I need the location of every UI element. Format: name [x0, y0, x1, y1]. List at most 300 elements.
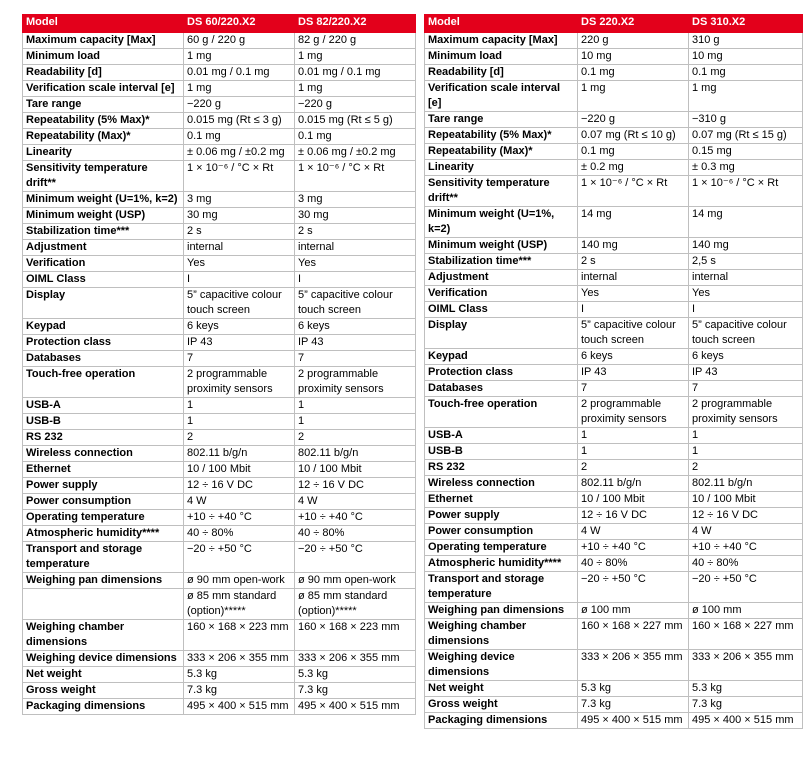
spec-value: −220 g [295, 97, 416, 113]
spec-value: 2 programmable proximity sensors [295, 367, 416, 398]
spec-label: Linearity [425, 160, 578, 176]
spec-value: 1 [689, 444, 803, 460]
spec-label: OIML Class [425, 302, 578, 318]
spec-value: 495 × 400 × 515 mm [295, 699, 416, 715]
spec-value: 1 mg [578, 81, 689, 112]
spec-label: Ethernet [23, 462, 184, 478]
spec-label: USB-A [23, 398, 184, 414]
spec-label [23, 589, 184, 620]
table-row [425, 476, 803, 492]
spec-value: 2,5 s [689, 254, 803, 270]
spec-label: Sensitivity temperature drift** [23, 161, 184, 192]
spec-value: 30 mg [184, 208, 295, 224]
spec-value: 12 ÷ 16 V DC [295, 478, 416, 494]
spec-label: OIML Class [23, 272, 184, 288]
table-row [425, 650, 803, 681]
spec-label: Weighing chamber dimensions [23, 620, 184, 651]
table-row [425, 128, 803, 144]
spec-label: Power consumption [425, 524, 578, 540]
table-row [425, 349, 803, 365]
table-row [425, 460, 803, 476]
spec-value: 2 [295, 430, 416, 446]
spec-value: 0.1 mg [295, 129, 416, 145]
spec-label: Weighing device dimensions [425, 650, 578, 681]
spec-value: 310 g [689, 33, 803, 49]
spec-label: Net weight [425, 681, 578, 697]
spec-label: Tare range [23, 97, 184, 113]
spec-value: 1 mg [184, 81, 295, 97]
table-row [425, 302, 803, 318]
spec-value: 6 keys [295, 319, 416, 335]
spec-value: 140 mg [689, 238, 803, 254]
spec-value: 333 × 206 × 355 mm [689, 650, 803, 681]
spec-value: 14 mg [578, 207, 689, 238]
spec-value: 12 ÷ 16 V DC [689, 508, 803, 524]
table-row [425, 444, 803, 460]
spec-label: Net weight [23, 667, 184, 683]
spec-value: 5” capacitive colour touch screen [578, 318, 689, 349]
spec-label: Databases [23, 351, 184, 367]
spec-label: Readability [d] [23, 65, 184, 81]
spec-value: 495 × 400 × 515 mm [689, 713, 803, 729]
table-row [23, 97, 416, 113]
spec-value: 3 mg [184, 192, 295, 208]
spec-label: Minimum weight (U=1%, k=2) [425, 207, 578, 238]
spec-value: 5.3 kg [184, 667, 295, 683]
spec-value: ø 85 mm standard (option)***** [184, 589, 295, 620]
spec-label: Repeatability (Max)* [23, 129, 184, 145]
spec-label: Ethernet [425, 492, 578, 508]
spec-value: 7 [689, 381, 803, 397]
spec-label: Wireless connection [425, 476, 578, 492]
header-model-1: DS 60/220.X2 [184, 15, 295, 33]
spec-label: Power supply [23, 478, 184, 494]
spec-value: 333 × 206 × 355 mm [578, 650, 689, 681]
spec-label: Touch-free operation [425, 397, 578, 428]
spec-label: Packaging dimensions [425, 713, 578, 729]
table-row [425, 81, 803, 112]
spec-label: Transport and storage temperature [425, 572, 578, 603]
spec-label: Maximum capacity [Max] [23, 33, 184, 49]
spec-value: 40 ÷ 80% [689, 556, 803, 572]
spec-label: Adjustment [23, 240, 184, 256]
table-row [425, 492, 803, 508]
spec-value: 1 [578, 444, 689, 460]
spec-value: 7.3 kg [578, 697, 689, 713]
spec-value: 1 × 10⁻⁶ / °C × Rt [689, 176, 803, 207]
table-row [425, 603, 803, 619]
spec-value: 802.11 b/g/n [578, 476, 689, 492]
spec-label: Stabilization time*** [23, 224, 184, 240]
spec-label: Packaging dimensions [23, 699, 184, 715]
table-row [23, 683, 416, 699]
spec-label: Keypad [23, 319, 184, 335]
spec-table-left [22, 14, 416, 715]
table-row [23, 494, 416, 510]
spec-value: −310 g [689, 112, 803, 128]
spec-label: Weighing pan dimensions [23, 573, 184, 589]
spec-label: Adjustment [425, 270, 578, 286]
table-row [425, 681, 803, 697]
spec-value: 30 mg [295, 208, 416, 224]
spec-value: 6 keys [689, 349, 803, 365]
spec-value: 40 ÷ 80% [184, 526, 295, 542]
spec-value: 0.07 mg (Rt ≤ 15 g) [689, 128, 803, 144]
spec-value: +10 ÷ +40 °C [578, 540, 689, 556]
spec-value: 10 mg [689, 49, 803, 65]
table-row [23, 667, 416, 683]
spec-value: 802.11 b/g/n [184, 446, 295, 462]
spec-value: 495 × 400 × 515 mm [578, 713, 689, 729]
spec-value: 1 [578, 428, 689, 444]
spec-value: −20 ÷ +50 °C [184, 542, 295, 573]
table-row [425, 270, 803, 286]
spec-table-right [424, 14, 803, 729]
header-model-2: DS 310.X2 [689, 15, 803, 33]
spec-label: Linearity [23, 145, 184, 161]
spec-label: Weighing device dimensions [23, 651, 184, 667]
table-row [425, 33, 803, 49]
spec-value: 0.01 mg / 0.1 mg [295, 65, 416, 81]
table-row [23, 414, 416, 430]
spec-value: ± 0.06 mg / ±0.2 mg [295, 145, 416, 161]
spec-value: 4 W [578, 524, 689, 540]
table-row [425, 176, 803, 207]
spec-value: 2 programmable proximity sensors [689, 397, 803, 428]
spec-value: 140 mg [578, 238, 689, 254]
spec-value: 6 keys [184, 319, 295, 335]
spec-label: Display [23, 288, 184, 319]
spec-value: 0.015 mg (Rt ≤ 3 g) [184, 113, 295, 129]
header-model-1: DS 220.X2 [578, 15, 689, 33]
spec-value: 4 W [689, 524, 803, 540]
spec-value: 7.3 kg [689, 697, 803, 713]
spec-value: 0.15 mg [689, 144, 803, 160]
table-row [23, 33, 416, 49]
spec-value: 160 × 168 × 223 mm [295, 620, 416, 651]
table-row [425, 540, 803, 556]
spec-value: 495 × 400 × 515 mm [184, 699, 295, 715]
table-row [425, 49, 803, 65]
table-header-row [23, 15, 416, 33]
table-row [23, 462, 416, 478]
table-row [425, 238, 803, 254]
spec-value: 2 [184, 430, 295, 446]
spec-value: 0.1 mg [578, 144, 689, 160]
table-row [23, 526, 416, 542]
spec-label: Readability [d] [425, 65, 578, 81]
table-row [23, 256, 416, 272]
spec-value: 333 × 206 × 355 mm [295, 651, 416, 667]
spec-value: 1 mg [689, 81, 803, 112]
table-row [23, 367, 416, 398]
table-row [23, 651, 416, 667]
spec-value: 10 / 100 Mbit [184, 462, 295, 478]
spec-label: Keypad [425, 349, 578, 365]
table-row [23, 699, 416, 715]
spec-label: Verification scale interval [e] [23, 81, 184, 97]
table-row [425, 619, 803, 650]
spec-value: 0.1 mg [184, 129, 295, 145]
spec-value: 1 mg [295, 81, 416, 97]
table-row [23, 49, 416, 65]
spec-value: ± 0.2 mg [578, 160, 689, 176]
spec-value: 1 × 10⁻⁶ / °C × Rt [184, 161, 295, 192]
spec-value: −220 g [184, 97, 295, 113]
spec-value: 1 [184, 398, 295, 414]
spec-label: Operating temperature [23, 510, 184, 526]
table-row [425, 207, 803, 238]
table-row [425, 318, 803, 349]
spec-label: Repeatability (5% Max)* [23, 113, 184, 129]
spec-value: ø 85 mm standard (option)***** [295, 589, 416, 620]
spec-value: 5.3 kg [295, 667, 416, 683]
spec-value: 160 × 168 × 227 mm [689, 619, 803, 650]
spec-label: USB-A [425, 428, 578, 444]
spec-value: internal [295, 240, 416, 256]
spec-label: Repeatability (5% Max)* [425, 128, 578, 144]
table-row [425, 397, 803, 428]
spec-value: 4 W [295, 494, 416, 510]
spec-value: +10 ÷ +40 °C [689, 540, 803, 556]
spec-value: 10 mg [578, 49, 689, 65]
spec-value: internal [689, 270, 803, 286]
spec-value: Yes [578, 286, 689, 302]
spec-value: +10 ÷ +40 °C [184, 510, 295, 526]
table-row [23, 129, 416, 145]
spec-value: 0.1 mg [689, 65, 803, 81]
spec-value: 3 mg [295, 192, 416, 208]
spec-value: internal [184, 240, 295, 256]
spec-value: ø 90 mm open-work [184, 573, 295, 589]
spec-value: 4 W [184, 494, 295, 510]
spec-value: 60 g / 220 g [184, 33, 295, 49]
spec-value: ø 100 mm [578, 603, 689, 619]
spec-value: 0.015 mg (Rt ≤ 5 g) [295, 113, 416, 129]
spec-value: 160 × 168 × 227 mm [578, 619, 689, 650]
spec-value: Yes [184, 256, 295, 272]
table-row [23, 272, 416, 288]
spec-label: Protection class [425, 365, 578, 381]
spec-value: ø 90 mm open-work [295, 573, 416, 589]
spec-value: ± 0.3 mg [689, 160, 803, 176]
spec-value: 1 mg [184, 49, 295, 65]
table-row [23, 573, 416, 589]
spec-value: 1 [295, 398, 416, 414]
spec-value: 0.07 mg (Rt ≤ 10 g) [578, 128, 689, 144]
table-row [23, 319, 416, 335]
spec-value: 2 s [184, 224, 295, 240]
table-row [23, 240, 416, 256]
spec-label: Tare range [425, 112, 578, 128]
table-row [425, 713, 803, 729]
table-row [425, 254, 803, 270]
spec-value: internal [578, 270, 689, 286]
spec-value: I [184, 272, 295, 288]
table-row [425, 365, 803, 381]
spec-label: Databases [425, 381, 578, 397]
spec-value: IP 43 [184, 335, 295, 351]
spec-label: USB-B [425, 444, 578, 460]
spec-label: Transport and storage temperature [23, 542, 184, 573]
spec-value: Yes [689, 286, 803, 302]
spec-label: Sensitivity temperature drift** [425, 176, 578, 207]
spec-value: ø 100 mm [689, 603, 803, 619]
spec-value: 0.1 mg [578, 65, 689, 81]
spec-value: −20 ÷ +50 °C [295, 542, 416, 573]
spec-value: 1 [184, 414, 295, 430]
spec-value: −20 ÷ +50 °C [578, 572, 689, 603]
spec-label: Verification scale interval [e] [425, 81, 578, 112]
spec-label: Verification [23, 256, 184, 272]
header-model: Model [23, 15, 184, 33]
spec-value: 2 s [578, 254, 689, 270]
spec-label: Gross weight [23, 683, 184, 699]
spec-value: 5.3 kg [689, 681, 803, 697]
spec-value: 160 × 168 × 223 mm [184, 620, 295, 651]
spec-value: IP 43 [295, 335, 416, 351]
spec-value: IP 43 [578, 365, 689, 381]
spec-value: 82 g / 220 g [295, 33, 416, 49]
spec-value: 7.3 kg [184, 683, 295, 699]
spec-label: Operating temperature [425, 540, 578, 556]
spec-label: Minimum load [23, 49, 184, 65]
table-row [23, 335, 416, 351]
spec-label: Maximum capacity [Max] [425, 33, 578, 49]
table-row [23, 620, 416, 651]
spec-value: 6 keys [578, 349, 689, 365]
spec-value: 333 × 206 × 355 mm [184, 651, 295, 667]
table-row [23, 398, 416, 414]
spec-rows-right [425, 33, 803, 729]
table-row [23, 510, 416, 526]
spec-label: Minimum weight (U=1%, k=2) [23, 192, 184, 208]
spec-value: ± 0.06 mg / ±0.2 mg [184, 145, 295, 161]
spec-value: 40 ÷ 80% [295, 526, 416, 542]
table-row [425, 508, 803, 524]
spec-label: Weighing chamber dimensions [425, 619, 578, 650]
spec-label: Gross weight [425, 697, 578, 713]
table-row [425, 697, 803, 713]
table-row [425, 112, 803, 128]
spec-value: 220 g [578, 33, 689, 49]
table-row [425, 381, 803, 397]
table-row [23, 351, 416, 367]
spec-label: Verification [425, 286, 578, 302]
spec-value: 2 s [295, 224, 416, 240]
table-row [425, 572, 803, 603]
table-row [23, 145, 416, 161]
table-row [23, 430, 416, 446]
spec-label: Minimum weight (USP) [425, 238, 578, 254]
spec-value: 1 × 10⁻⁶ / °C × Rt [578, 176, 689, 207]
spec-value: 5” capacitive colour touch screen [295, 288, 416, 319]
spec-value: −220 g [578, 112, 689, 128]
spec-label: USB-B [23, 414, 184, 430]
spec-label: Minimum load [425, 49, 578, 65]
table-header-row [425, 15, 803, 33]
table-row [23, 224, 416, 240]
spec-value: 5” capacitive colour touch screen [184, 288, 295, 319]
spec-value: +10 ÷ +40 °C [295, 510, 416, 526]
table-row [425, 556, 803, 572]
table-row [23, 113, 416, 129]
spec-label: Atmospheric humidity**** [425, 556, 578, 572]
table-row [425, 65, 803, 81]
spec-value: 7 [184, 351, 295, 367]
spec-value: 12 ÷ 16 V DC [578, 508, 689, 524]
table-row [425, 428, 803, 444]
table-row [425, 160, 803, 176]
spec-value: 802.11 b/g/n [689, 476, 803, 492]
table-row [23, 208, 416, 224]
table-row [425, 144, 803, 160]
spec-label: Minimum weight (USP) [23, 208, 184, 224]
table-row [23, 542, 416, 573]
table-row [23, 589, 416, 620]
table-row [23, 288, 416, 319]
spec-label: Stabilization time*** [425, 254, 578, 270]
spec-value: 1 [689, 428, 803, 444]
spec-label: Display [425, 318, 578, 349]
spec-label: Touch-free operation [23, 367, 184, 398]
table-row [23, 81, 416, 97]
table-row [23, 161, 416, 192]
table-row [425, 524, 803, 540]
table-row [23, 446, 416, 462]
spec-value: 40 ÷ 80% [578, 556, 689, 572]
spec-label: RS 232 [425, 460, 578, 476]
table-row [23, 65, 416, 81]
spec-label: Repeatability (Max)* [425, 144, 578, 160]
spec-value: 10 / 100 Mbit [578, 492, 689, 508]
spec-value: 7 [578, 381, 689, 397]
spec-value: 10 / 100 Mbit [689, 492, 803, 508]
spec-value: 12 ÷ 16 V DC [184, 478, 295, 494]
table-row [425, 286, 803, 302]
table-row [23, 192, 416, 208]
spec-value: 2 [689, 460, 803, 476]
spec-value: 7.3 kg [295, 683, 416, 699]
spec-value: 7 [295, 351, 416, 367]
spec-value: I [578, 302, 689, 318]
spec-value: 2 [578, 460, 689, 476]
spec-value: 0.01 mg / 0.1 mg [184, 65, 295, 81]
spec-label: Protection class [23, 335, 184, 351]
spec-label: RS 232 [23, 430, 184, 446]
spec-value: 2 programmable proximity sensors [578, 397, 689, 428]
spec-value: 5.3 kg [578, 681, 689, 697]
spec-value: −20 ÷ +50 °C [689, 572, 803, 603]
header-model-2: DS 82/220.X2 [295, 15, 416, 33]
spec-value: 1 × 10⁻⁶ / °C × Rt [295, 161, 416, 192]
spec-value: I [295, 272, 416, 288]
spec-value: I [689, 302, 803, 318]
spec-value: 1 [295, 414, 416, 430]
spec-value: 14 mg [689, 207, 803, 238]
spec-rows-left [23, 33, 416, 715]
spec-value: 5” capacitive colour touch screen [689, 318, 803, 349]
spec-value: Yes [295, 256, 416, 272]
spec-value: 10 / 100 Mbit [295, 462, 416, 478]
spec-label: Weighing pan dimensions [425, 603, 578, 619]
spec-value: 2 programmable proximity sensors [184, 367, 295, 398]
spec-label: Power consumption [23, 494, 184, 510]
spec-label: Atmospheric humidity**** [23, 526, 184, 542]
table-row [23, 478, 416, 494]
spec-value: 1 mg [295, 49, 416, 65]
spec-value: IP 43 [689, 365, 803, 381]
